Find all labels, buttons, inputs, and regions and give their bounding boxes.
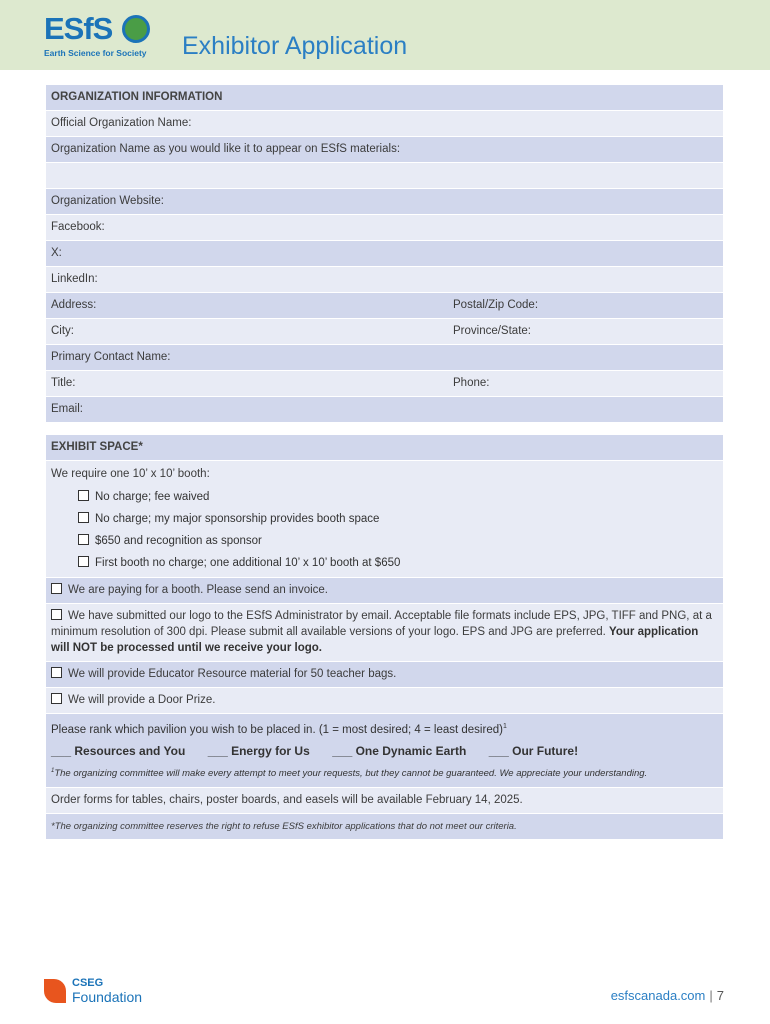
official-name-field[interactable]: Official Organization Name:: [46, 111, 723, 136]
checkbox[interactable]: [51, 667, 62, 678]
checkbox[interactable]: [78, 556, 89, 567]
booth-option[interactable]: No charge; my major sponsorship provides booth space: [46, 508, 723, 530]
phone-field[interactable]: Phone:: [453, 377, 490, 389]
pavilion-option[interactable]: ___ Resources and You: [51, 743, 186, 758]
checkbox[interactable]: [78, 512, 89, 523]
website-field[interactable]: Organization Website:: [46, 189, 723, 214]
door-prize-option[interactable]: We will provide a Door Prize.: [46, 688, 723, 713]
email-field[interactable]: Email:: [46, 397, 723, 422]
address-row: [46, 293, 723, 318]
checkbox[interactable]: [51, 583, 62, 594]
disclaimer: *The organizing committee reserves the right to refuse ESfS exhibitor applications that do not meet our criteria.: [46, 814, 723, 839]
logo-option[interactable]: We have submitted our logo to the ESfS Administrator by email. Acceptable file formats include EPS, JPG, TIFF and PNG, at a minimum resolution of 300 dpi. Please submit all available versions of your logo. EPS and JPG are preferred. Your application will NOT be processed until we receive your logo.: [46, 604, 723, 661]
page-footer: esfscanada.com | 7: [610, 988, 724, 1003]
pavilion-ranking: [46, 714, 723, 787]
pavilion-note: $^1$The organizing committee will make every attempt to meet your requests, but they cannot be guaranteed. We appreciate your understanding.: [51, 767, 648, 779]
display-name-field[interactable]: Organization Name as you would like it to appear on ESfS materials:: [46, 137, 723, 162]
section-heading: ORGANIZATION INFORMATION: [46, 85, 723, 110]
checkbox[interactable]: [78, 534, 89, 545]
booth-intro: We require one 10’ x 10’ booth:: [51, 468, 210, 480]
order-forms-note: Order forms for tables, chairs, poster boards, and easels will be available February 14, 2025.: [46, 788, 723, 813]
section-heading: EXHIBIT SPACE*: [46, 435, 723, 460]
organization-section: [46, 85, 723, 423]
logo-wordmark: ESfS: [44, 11, 113, 46]
globe-icon: [122, 15, 150, 43]
x-field[interactable]: X:: [46, 241, 723, 266]
logo-subtitle: Earth Science for Society: [44, 48, 147, 58]
display-name-input[interactable]: [46, 163, 723, 188]
booth-group: [46, 461, 723, 577]
cseg-foundation-logo: CSEG Foundation: [44, 975, 154, 1009]
rank-prompt: Please rank which pavilion you wish to be placed in. (1 = most desired; 4 = least desired)$^1$: [51, 723, 507, 736]
city-field[interactable]: City:: [51, 325, 74, 337]
invoice-option[interactable]: We are paying for a booth. Please send an invoice.: [46, 578, 723, 603]
facebook-field[interactable]: Facebook:: [46, 215, 723, 240]
page-header: [0, 0, 770, 70]
educator-option[interactable]: We will provide Educator Resource material for 50 teacher bags.: [46, 662, 723, 687]
city-row: [46, 319, 723, 344]
address-field[interactable]: Address:: [51, 299, 97, 311]
title-field[interactable]: Title:: [51, 377, 76, 389]
pavilion-option[interactable]: ___ Our Future!: [488, 743, 579, 758]
province-field[interactable]: Province/State:: [453, 325, 531, 337]
pavilion-option[interactable]: ___ Energy for Us: [207, 743, 310, 758]
booth-option[interactable]: First booth no charge; one additional 10’ x 10’ booth at $650: [46, 552, 723, 574]
checkbox[interactable]: [51, 609, 62, 620]
pavilion-option[interactable]: ___ One Dynamic Earth: [332, 743, 467, 758]
checkbox[interactable]: [78, 490, 89, 501]
pavilion-list: [51, 741, 718, 761]
postal-field[interactable]: Postal/Zip Code:: [453, 299, 539, 311]
contact-field[interactable]: Primary Contact Name:: [46, 345, 723, 370]
website-link[interactable]: esfscanada.com: [610, 988, 706, 1003]
page-title: Exhibitor Application: [182, 32, 408, 60]
booth-option[interactable]: No charge; fee waived: [46, 486, 723, 508]
title-row: [46, 371, 723, 396]
esfs-logo: [44, 12, 164, 62]
booth-option[interactable]: $650 and recognition as sponsor: [46, 530, 723, 552]
exhibit-section: [46, 435, 723, 840]
page-number: 7: [716, 988, 724, 1003]
checkbox[interactable]: [51, 693, 62, 704]
linkedin-field[interactable]: LinkedIn:: [46, 267, 723, 292]
leaf-icon: [44, 979, 66, 1003]
